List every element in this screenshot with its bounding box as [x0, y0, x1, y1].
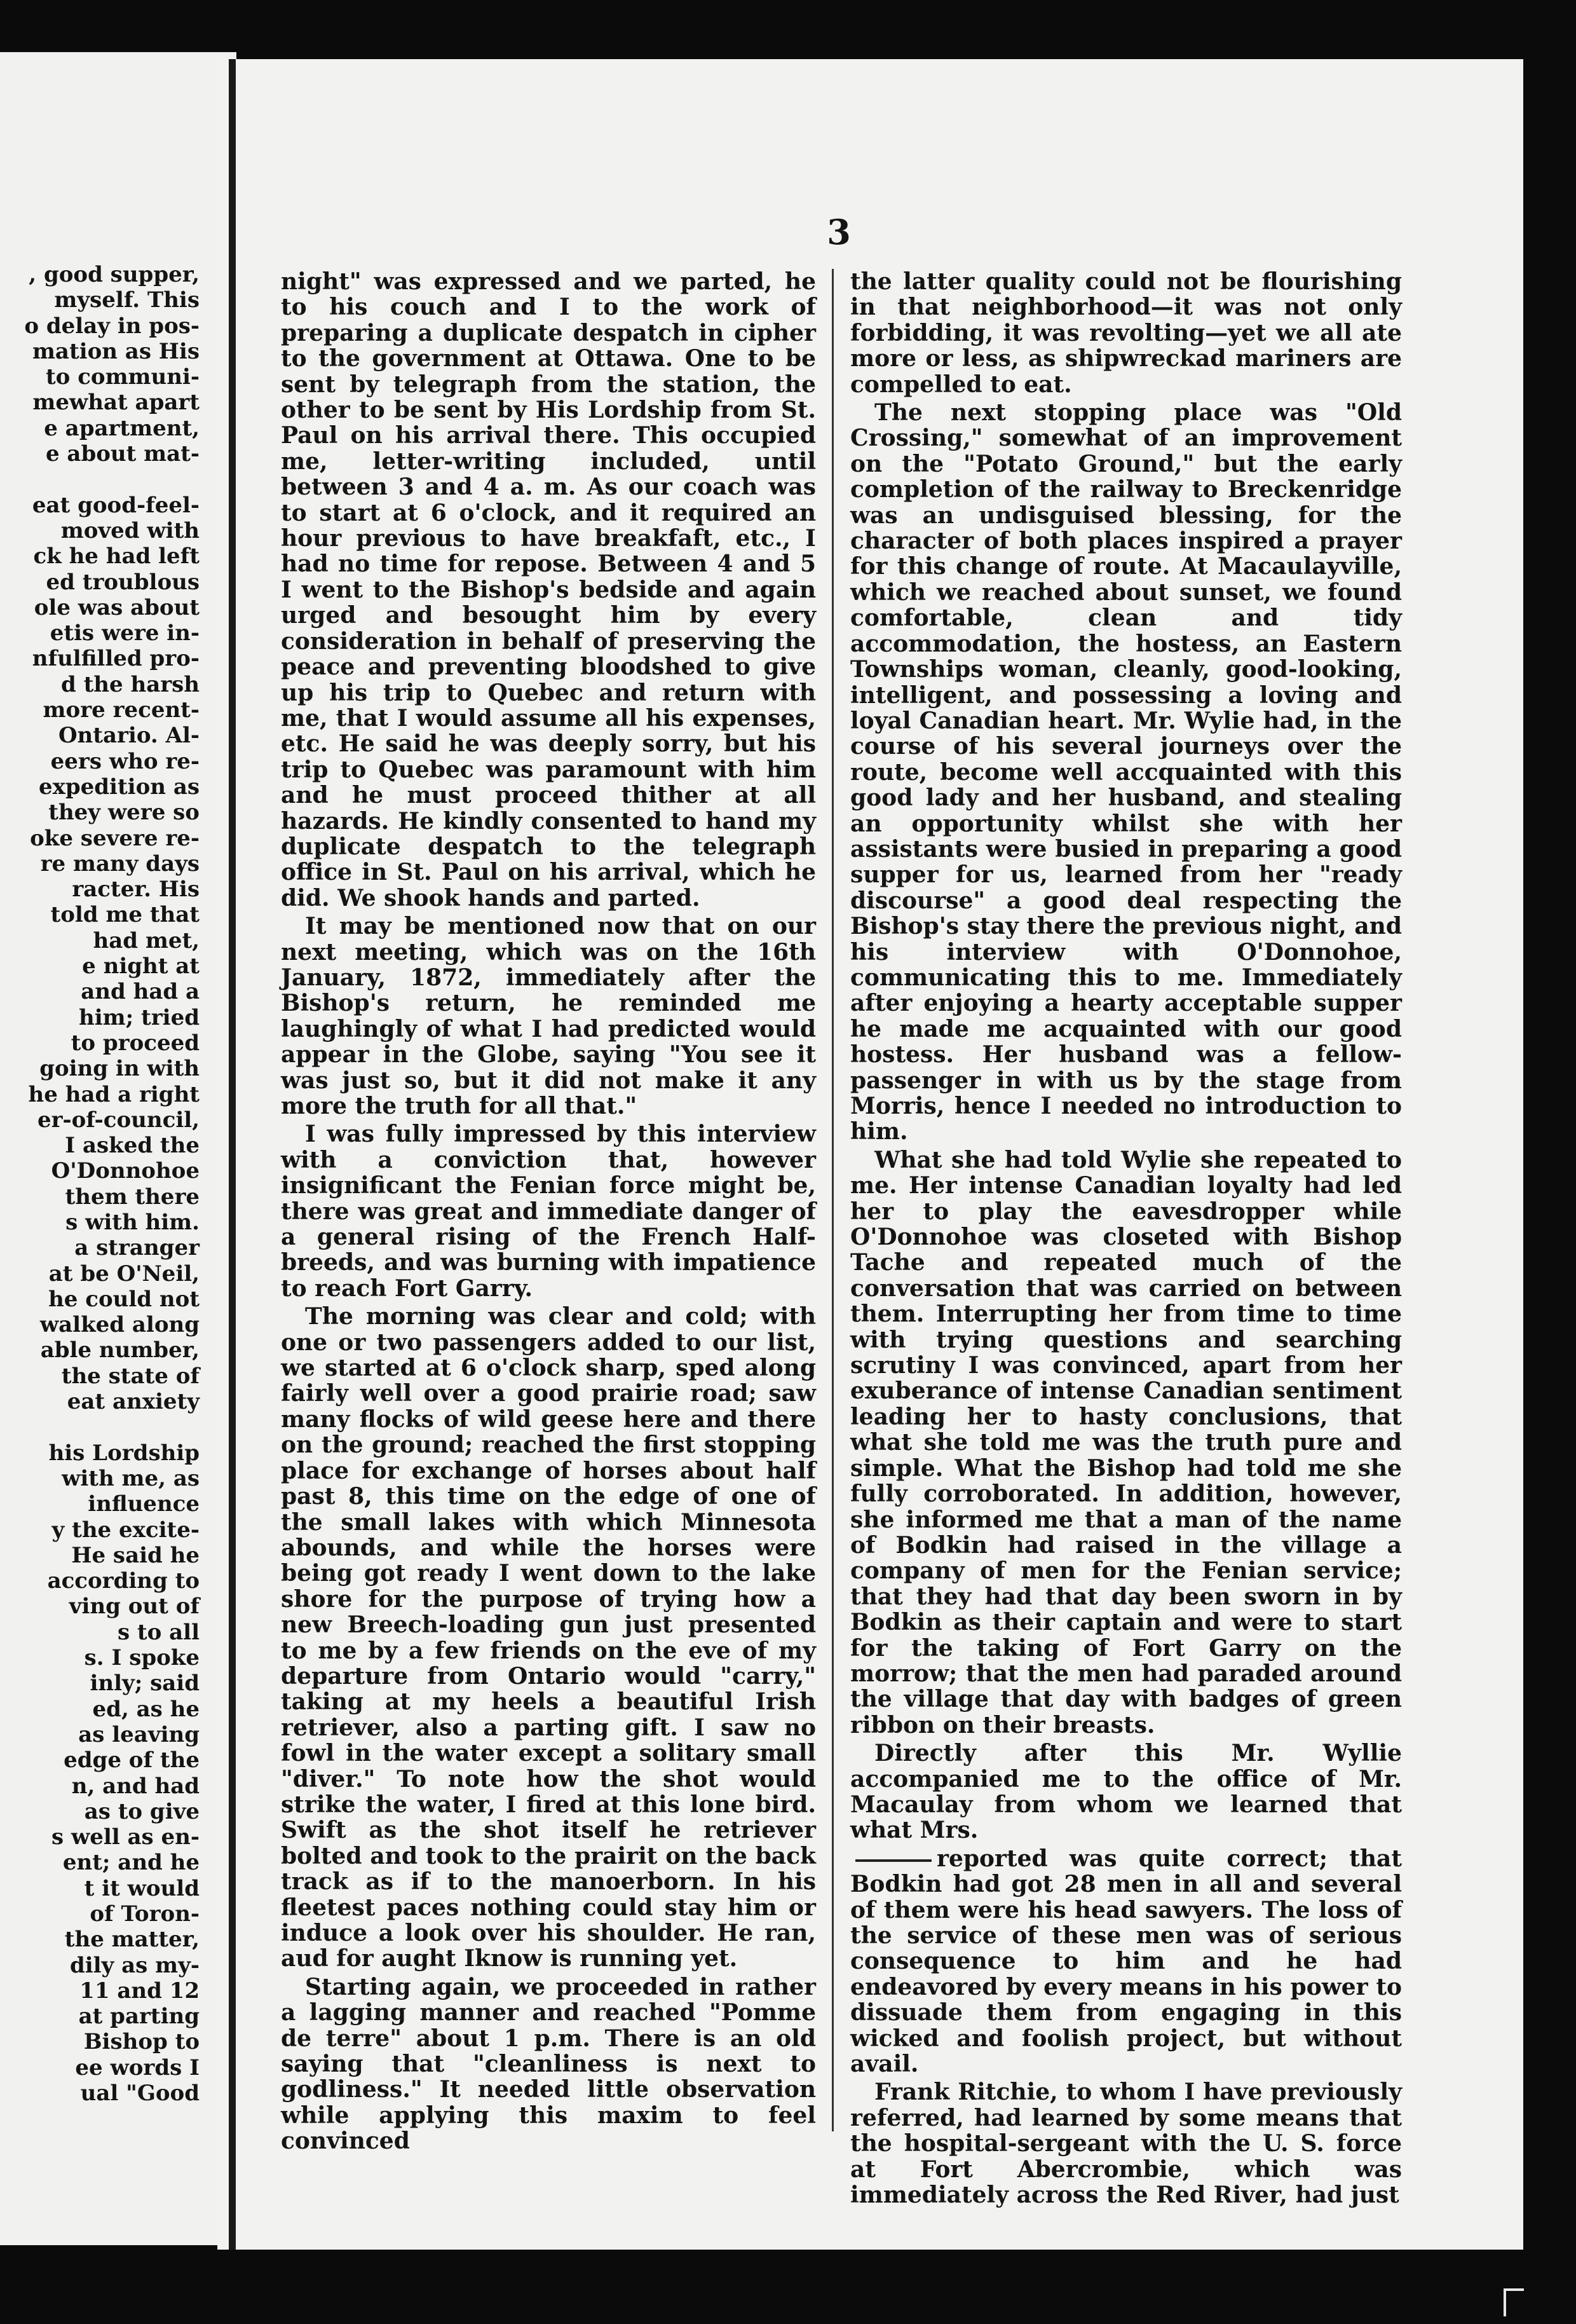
- fragment-line: at be O'Neil,: [48, 1261, 200, 1287]
- fragment-line: re many days: [40, 851, 200, 877]
- fragment-line: s with him.: [65, 1209, 200, 1235]
- fragment-line: at parting: [78, 2004, 200, 2030]
- fragment-line: to proceed: [71, 1030, 200, 1056]
- fragment-line: more recent-: [43, 697, 200, 723]
- text-column-right: [850, 269, 1402, 2208]
- fragment-line: myself. This: [54, 287, 200, 313]
- fragment-line: He said he: [71, 1542, 200, 1568]
- page-number: 3: [827, 212, 851, 252]
- fragment-line: his Lordship: [48, 1440, 200, 1466]
- fragment-line: eers who re-: [50, 748, 200, 774]
- fragment-line: ck he had left: [33, 543, 200, 570]
- paragraph: It may be mentioned now that on our next meeting, which was on the 16th January, 1872, immediately after the Bishop's return, he reminded me laughingly of what I had predicted would appear in the Globe, saying "You see it was just so, but it did not make it any more the truth for all that.": [281, 913, 816, 1119]
- fragment-line: going in with: [39, 1056, 200, 1082]
- text-column-left: [281, 269, 816, 2154]
- fragment-line: s to all: [117, 1619, 200, 1645]
- fragment-line: er-of-council,: [37, 1107, 200, 1133]
- fragment-line: Bishop to: [83, 2029, 200, 2055]
- fragment-line: oke severe re-: [30, 825, 200, 851]
- fragment-line: s well as en-: [51, 1824, 200, 1850]
- fragment-line: eat anxiety: [67, 1389, 200, 1415]
- fragment-line: racter. His: [72, 877, 200, 903]
- fragment-line: the state of: [61, 1363, 200, 1389]
- fragment-line: they were so: [48, 800, 200, 826]
- fragment-line: n, and had: [71, 1773, 200, 1799]
- main-page: [217, 59, 1523, 2250]
- fragment-line: O'Donnohoe: [51, 1158, 200, 1184]
- fragment-line: dily as my-: [69, 1952, 200, 1978]
- fragment-line: nfulfilled pro-: [32, 646, 200, 672]
- fragment-line: ed, as he: [92, 1696, 200, 1722]
- paragraph-text: reported was quite correct; that Bodkin had got 28 men in all and several of them were his head sawyers. The loss of the service of these men was of serious consequence to him and he had endeavored by every means in his power to dissuade them from engaging in this wicked and foolish project, but without avail.: [850, 1845, 1402, 2078]
- fragment-line: the matter,: [64, 1927, 200, 1953]
- paragraph: The morning was clear and cold; with one or two passengers added to our list, we started at 6 o'clock sharp, sped along fairly well over a good prairie road; saw many flocks of wild geese here and there on the ground; reached the first stopping place for exchange of horses about half past 8, this time on the edge of one of the small lakes with which Minnesota abounds, and while the horses were being got ready I went down to the lake shore for the purpose of trying how a new Breech-loading gun just presented to me by a few friends on the eve of my departure from Ontario would "carry," taking at my heels a beautiful Irish retriever, also a parting gift. I saw no fowl in the water except a solitary small "diver." To note how the shot would strike the water, I fired at this lone bird. Swift as the shot itself he retriever bolted and took to the prairit on the back track as if to the manoerborn. In his fleetest paces nothing could stay him or induce a look over his shoulder. He ran, aud for aught Iknow is running yet.: [281, 1303, 816, 1972]
- fragment-line: ving out of: [69, 1594, 200, 1620]
- fragment-line: influence: [88, 1491, 200, 1517]
- fragment-line: told me that: [50, 902, 200, 928]
- paragraph: What she had told Wylie she repeated to me. Her intense Canadian loyalty had led her to play the eavesdropper while O'Donnohoe was closeted with Bishop Tache and repeated much of the conversation that was carried on between them. Interrupting her from time to time with trying questions and searching scrutiny I was convinced, apart from her exuberance of intense Canadian sentiment leading her to hasty conclusions, that what she told me was the truth pure and simple. What the Bishop had told me she fully corroborated. In addition, however, she informed me that a man of the name of Bodkin had raised in the village a company of men for the Fenian service; that they had that day been sworn in by Bodkin as their captain and were to start for the taking of Fort Garry on the morrow; that the men had paraded around the village that day with badges of green ribbon on their breasts.: [850, 1146, 1402, 1739]
- paragraph: the latter quality could not be flourishing in that neighborhood—it was not only forbidding, it was revolting—yet we all ate more or less, as shipwreckad mariners are compelled to eat.: [850, 268, 1402, 398]
- fragment-line: with me, as: [62, 1465, 200, 1491]
- fragment-line: o delay in pos-: [24, 313, 200, 339]
- paragraph: night" was expressed and we parted, he to his couch and I to the work of preparing a duplicate despatch in cipher to the government at Ottawa. One to be sent by telegraph from the station, the other to be sent by His Lordship from St. Paul on his arrival there. This occupied me, letter-writing included, until between 3 and 4 a. m. As our coach was to start at 6 o'clock, and it required an hour previous to have breakfaft, etc., I had no time for repose. Between 4 and 5 I went to the Bishop's bedside and again urged and besought him by every consideration in behalf of preserving the peace and preventing bloodshed to give up his trip to Quebec and return with me, that I would assume all his expenses, etc. He said he was deeply sorry, but his trip to Quebec was paramount with him and he must proceed thither at all hazards. He kindly consented to hand my duplicate despatch to the telegraph office in St. Paul on his arrival, which he did. We shook hands and parted.: [281, 268, 816, 912]
- fragment-line: mewhat apart: [32, 390, 200, 416]
- fragment-line: e night at: [82, 954, 200, 980]
- fragment-line: [0, 1414, 200, 1440]
- fragment-line: moved with: [60, 517, 200, 543]
- fragment-line: them there: [65, 1184, 200, 1210]
- fragment-line: edge of the: [64, 1747, 200, 1774]
- fragment-line: him; tried: [79, 1004, 200, 1030]
- facing-page-column: [0, 262, 200, 2106]
- column-divider: [832, 269, 834, 2131]
- fragment-line: had met,: [93, 927, 200, 954]
- fragment-line: expedition as: [38, 774, 200, 800]
- paragraph: Frank Ritchie, to whom I have previously referred, had learned by some means that the hospital-sergeant with the U. S. force at Fort Abercrombie, which was immediately across the Red River, had just: [850, 2079, 1402, 2209]
- fragment-line: t it would: [84, 1875, 200, 1901]
- fragment-line: and had a: [81, 979, 200, 1005]
- fragment-line: d the harsh: [60, 671, 200, 697]
- fragment-line: able number,: [40, 1337, 200, 1364]
- fragment-line: , good supper,: [29, 262, 200, 287]
- fragment-line: inly; said: [90, 1671, 200, 1697]
- name-omission-rule: [855, 1859, 932, 1862]
- paragraph: [850, 1846, 1402, 2077]
- fragment-line: according to: [47, 1568, 200, 1594]
- paragraph: Starting again, we proceeded in rather a lagging manner and reached "Pomme de terre" about 1 p.m. There is an old saying that "cleanliness is next to godliness." It needed little observation while applying this maxim to feel convinced: [281, 1973, 816, 2155]
- facing-page: [0, 52, 236, 2245]
- scan-corner-mark: [1504, 2288, 1524, 2316]
- paragraph: The next stopping place was "Old Crossing," somewhat of an improvement on the "Potato Ground," but the early completion of the railway to Breckenridge was an undisguised blessing, for the character of both places inspired a prayer for this change of route. At Macaulayville, which we reached about sunset, we found comfortable, clean and tidy accommodation, the hostess, an Eastern Townships woman, cleanly, good-looking, intelligent, and possessing a loving and loyal Canadian heart. Mr. Wylie had, in the course of his several journeys over the route, become well accquainted with this good lady and her husband, and stealing an opportunity whilst she with her assistants were busied in preparing a good supper for us, learned from her "ready discourse" a good deal respecting the Bishop's stay there the previous night, and his interview with O'Donnohoe, communicating this to me. Immediately after enjoying a hearty acceptable supper he made me acquainted with our good hostess. Her husband was a fellow-passenger in with us by the stage from Morris, hence I needed no introduction to him.: [850, 399, 1402, 1145]
- fragment-line: as to give: [84, 1798, 200, 1824]
- paragraph: I was fully impressed by this interview with a conviction that, however insignificant the Fenian force might be, there was great and immediate danger of a general rising of the French Half-breeds, and was burning with impatience to reach Fort Garry.: [281, 1121, 816, 1302]
- fragment-line: walked along: [39, 1312, 200, 1338]
- fragment-line: s. I spoke: [84, 1645, 200, 1671]
- fragment-line: [0, 467, 200, 492]
- fragment-line: ole was about: [34, 594, 200, 620]
- fragment-line: of Toron-: [90, 1901, 200, 1927]
- fragment-line: ual "Good: [80, 2081, 200, 2107]
- fragment-line: Ontario. Al-: [58, 723, 200, 749]
- fragment-line: ed troublous: [46, 569, 200, 595]
- fragment-line: ee words I: [75, 2054, 200, 2081]
- fragment-line: y the excite-: [51, 1517, 200, 1543]
- fragment-line: he had a right: [28, 1081, 200, 1107]
- fragment-line: a stranger: [74, 1235, 200, 1261]
- fragment-line: etis were in-: [50, 620, 200, 646]
- fragment-line: 11 and 12: [79, 1978, 200, 2004]
- fragment-line: as leaving: [78, 1721, 200, 1747]
- fragment-line: eat good-feel-: [32, 492, 200, 518]
- fragment-line: to communi-: [45, 364, 200, 390]
- paragraph: Directly after this Mr. Wyllie accompanied me to the office of Mr. Macaulay from whom we learned that what Mrs.: [850, 1740, 1402, 1844]
- page-spine: [229, 59, 236, 2250]
- fragment-line: I asked the: [65, 1133, 200, 1159]
- fragment-line: mation as His: [32, 338, 200, 364]
- fragment-line: he could not: [48, 1286, 200, 1312]
- fragment-line: e about mat-: [45, 441, 200, 467]
- fragment-line: e apartment,: [44, 415, 200, 441]
- fragment-line: ent; and he: [62, 1850, 200, 1876]
